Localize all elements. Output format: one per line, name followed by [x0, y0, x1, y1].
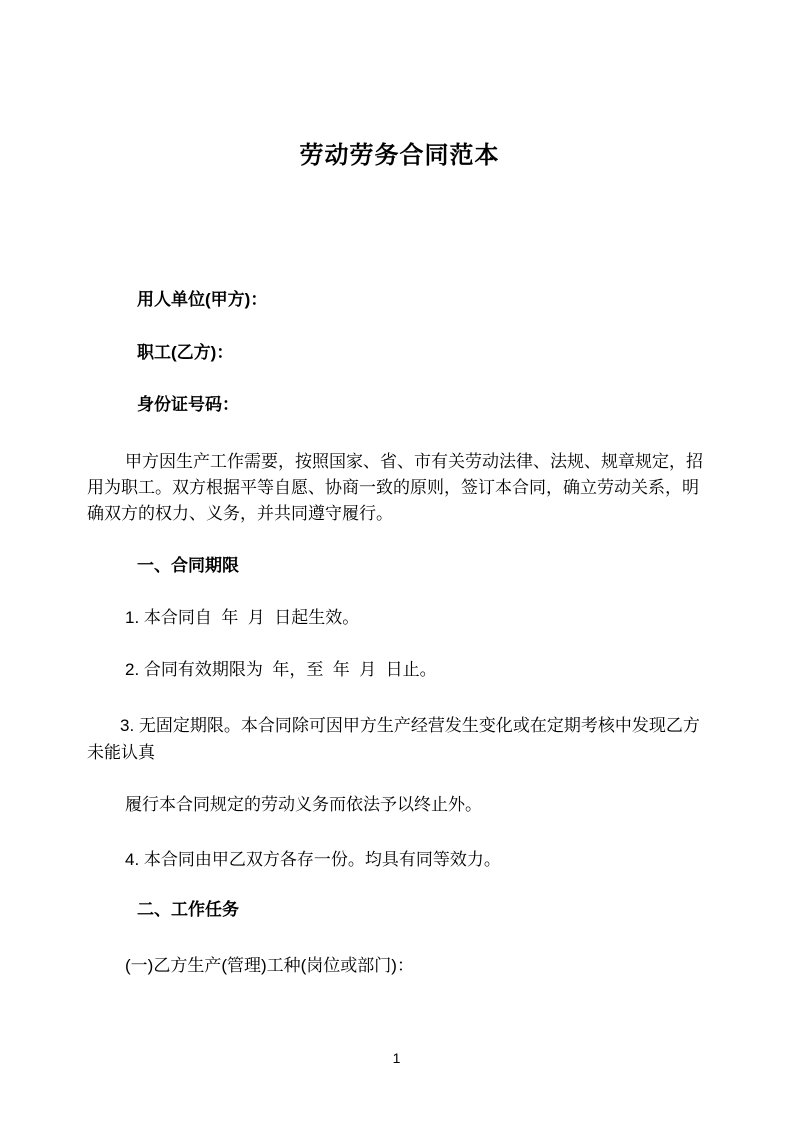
page-number: 1	[392, 1050, 401, 1066]
clause-3-continuation: 履行本合同规定的劳动义务而依法予以终止外。	[125, 795, 482, 814]
clause-3-open-term: 3. 无固定期限。本合同除可因甲方生产经营发生变化或在定期考核中发现乙方未能认真	[87, 716, 700, 762]
document-title: 劳动劳务合同范本	[299, 142, 500, 169]
field-employee-party-b: 职工(乙方)：	[137, 343, 234, 362]
section-heading-contract-term: 一、合同期限	[137, 556, 239, 575]
clause-4-copies: 4. 本合同由甲乙双方各存一份。均具有同等效力。	[125, 850, 501, 869]
field-employer-party-a: 用人单位(甲方)：	[137, 290, 268, 309]
clause-work-type: (一)乙方生产(管理)工种(岗位或部门)：	[125, 956, 414, 975]
clause-2-validity-period: 2. 合同有效期限为 年，至 年 月 日止。	[125, 660, 437, 679]
intro-paragraph: 甲方因生产工作需要，按照国家、省、市有关劳动法律、法规、规章规定，招用为职工。双方根据平等自愿、协商一致的原则，签订本合同，确立劳动关系，明确双方的权力、义务，并共同遵守履行。	[87, 452, 703, 523]
clause-1-effective-date: 1. 本合同自 年 月 日起生效。	[125, 608, 360, 627]
field-id-number: 身份证号码：	[137, 395, 239, 414]
section-heading-work-tasks: 二、工作任务	[137, 900, 239, 919]
